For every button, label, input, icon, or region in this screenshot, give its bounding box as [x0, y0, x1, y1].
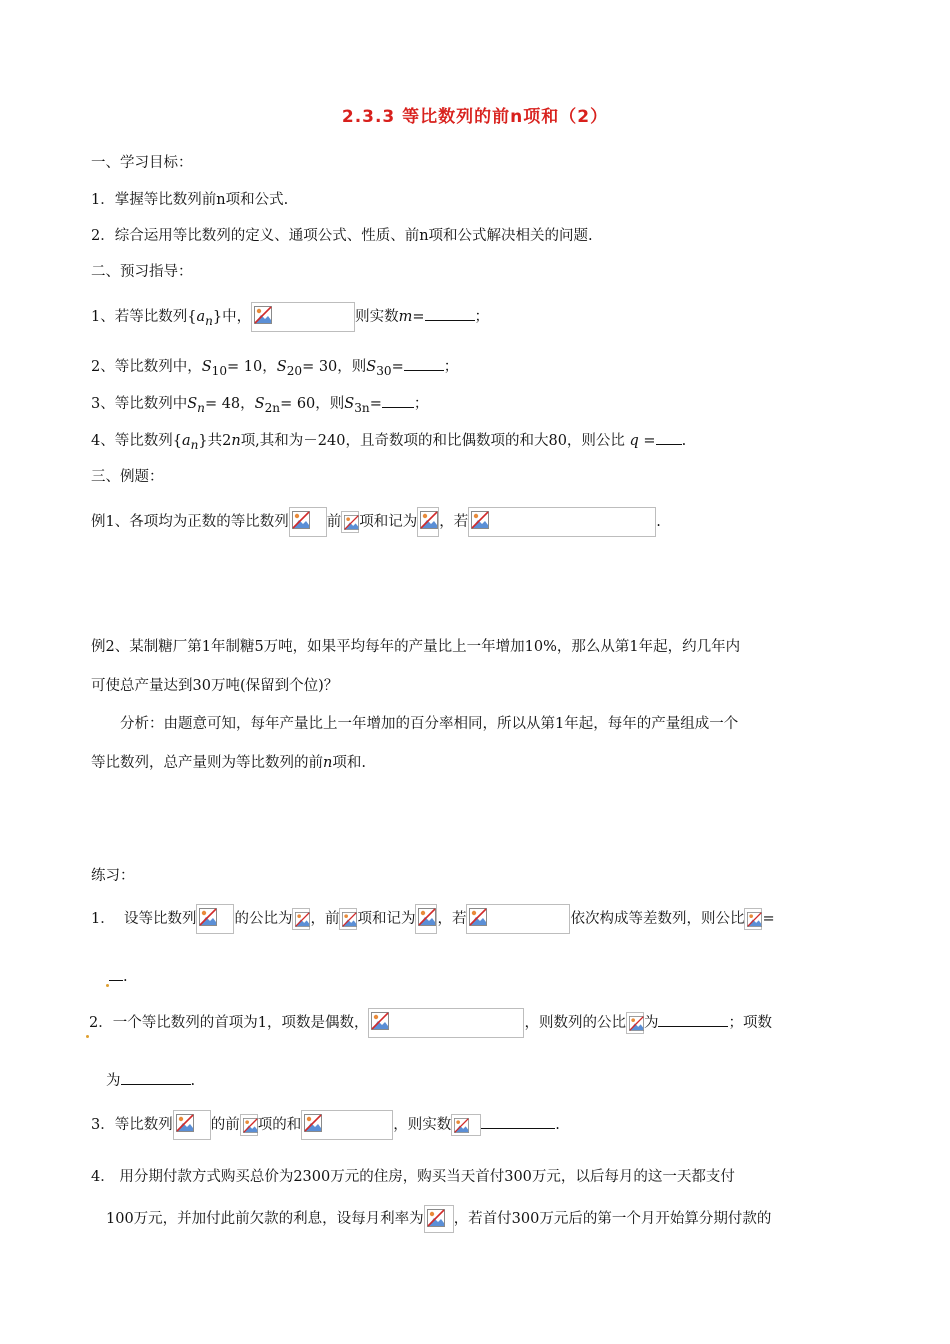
preview-question-4: 4、等比数列$\{a_n\}$共2n项,其和为－240，且奇数项的和比偶数项的和大80，则公比 q = . [91, 433, 687, 452]
broken-image-icon [471, 511, 489, 529]
practice-question-1: 1． 设等比数列 的公比为 ，前 项和记为 ，若 依次构成等差数列，则公比 = [91, 904, 775, 934]
preview-question-1: 1、若等比数列$\{a_n\}$中， 则实数m= ； [91, 302, 489, 332]
broken-image-icon [295, 912, 310, 927]
broken-image-icon [427, 1209, 445, 1227]
preview-question-3: 3、等比数列中$S_n= 48$，$S_{2n}= 60$，则$S_{3n}=$ ； [91, 396, 429, 415]
example-2-line-2: 可使总产量达到30万吨(保留到个位)？ [91, 678, 339, 694]
practice-question-4-line-2: 100万元，并加付此前欠款的利息，设每月利率为 ，若首付300万元后的第一个月开始算分期付款的 [106, 1205, 771, 1233]
formula-image-placeholder [292, 908, 310, 930]
goal-2: 2．综合运用等比数列的定义、通项公式、性质、前n项和公式解决相关的问题. [91, 228, 593, 244]
goal-1: 1．掌握等比数列前n项和公式. [91, 192, 289, 208]
broken-image-icon [747, 912, 762, 927]
broken-image-icon [420, 511, 438, 529]
formula-image-placeholder [339, 908, 357, 930]
formula-image-placeholder [289, 507, 327, 537]
practice-question-2: 2．一个等比数列的首项为1，项数是偶数， ，则数列的公比 为 ；项数 [86, 1008, 772, 1038]
broken-image-icon [176, 1114, 194, 1132]
goals-heading: 一、学习目标： [91, 155, 193, 171]
practice-question-3: 3．等比数列 的前 项的和 ，则实数 . [91, 1110, 560, 1140]
formula-image-placeholder [368, 1008, 524, 1038]
answer-blank[interactable] [425, 320, 475, 321]
analysis-line-1: 分析：由题意可知，每年产量比上一年增加的百分率相同，所以从第1年起，每年的产量组成一个 [120, 716, 739, 732]
broken-image-icon [243, 1118, 258, 1133]
formula-image-placeholder [341, 511, 359, 533]
analysis-line-2: 等比数列，总产量则为等比数列的前n项和. [91, 755, 366, 771]
formula-image-placeholder [415, 904, 437, 934]
broken-image-icon [199, 908, 217, 926]
formula-image-placeholder [466, 904, 570, 934]
formula-image-placeholder [240, 1114, 258, 1136]
broken-image-icon [292, 511, 310, 529]
formula-image-placeholder [417, 507, 439, 537]
formula-image-placeholder [468, 507, 656, 537]
answer-blank[interactable] [656, 444, 682, 445]
practice-question-2-cont: 为 . [106, 1073, 196, 1089]
practice-question-1-answer: . [106, 967, 128, 987]
formula-image-placeholder [301, 1110, 393, 1140]
page-title: 2.3.3 等比数列的前n项和（2） [341, 107, 609, 127]
answer-blank[interactable] [382, 407, 414, 408]
examples-heading: 三、例题： [91, 469, 164, 485]
example-1: 例1、各项均为正数的等比数列 前 项和记为 ，若 . [91, 507, 661, 537]
broken-image-icon [344, 515, 359, 530]
broken-image-icon [629, 1016, 644, 1031]
formula-image-placeholder [451, 1114, 481, 1136]
formula-image-placeholder [744, 908, 762, 930]
answer-blank[interactable] [404, 370, 444, 371]
practice-heading: 练习： [91, 868, 135, 884]
formula-image-placeholder [424, 1205, 454, 1233]
formula-image-placeholder [173, 1110, 211, 1140]
answer-blank[interactable] [109, 980, 123, 981]
broken-image-icon [418, 908, 436, 926]
broken-image-icon [469, 908, 487, 926]
broken-image-icon [371, 1012, 389, 1030]
preview-question-2: 2、等比数列中，$S_{10}= 10$，$S_{20}= 30$，则$S_{30}=$ ； [91, 359, 459, 378]
answer-blank[interactable] [481, 1128, 555, 1129]
preview-heading: 二、预习指导： [91, 264, 193, 280]
formula-image-placeholder [626, 1012, 644, 1034]
answer-blank[interactable] [658, 1026, 728, 1027]
formula-image-placeholder [251, 302, 355, 332]
broken-image-icon [342, 912, 357, 927]
example-2-line-1: 例2、某制糖厂第1年制糖5万吨，如果平均每年的产量比上一年增加10%，那么从第1年起，约几年内 [91, 639, 741, 655]
broken-image-icon [304, 1114, 322, 1132]
broken-image-icon [454, 1118, 469, 1133]
answer-blank[interactable] [121, 1084, 191, 1085]
broken-image-icon [254, 306, 272, 324]
practice-question-4-line-1: 4． 用分期付款方式购买总价为2300万元的住房，购买当天首付300万元，以后每月的这一天都支付 [91, 1169, 735, 1185]
formula-image-placeholder [196, 904, 234, 934]
